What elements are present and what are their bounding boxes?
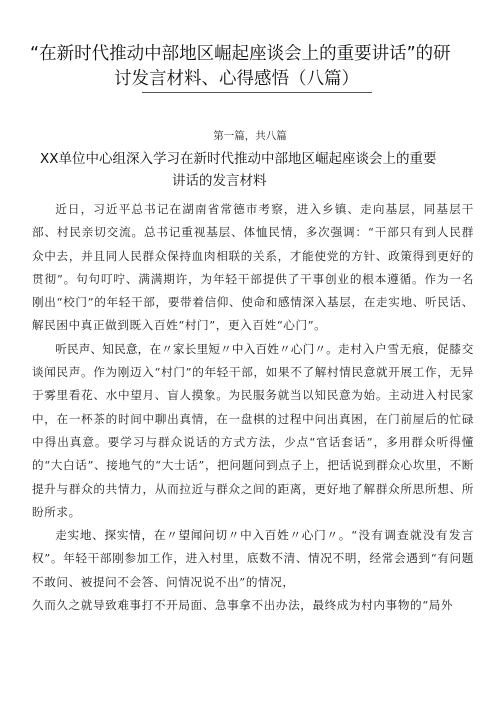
paragraph-2-heading: 听民声、知民意，在〃家长里短〃中入百姓〃心门〃。 bbox=[55, 341, 338, 356]
title-underline bbox=[142, 92, 372, 93]
paragraph-3 bbox=[32, 524, 474, 594]
document-title bbox=[30, 42, 480, 92]
article-subtitle bbox=[40, 148, 480, 192]
title-line-2: 讨发言材料、心得感悟（八篇） bbox=[114, 69, 359, 89]
subtitle-line-2: 讲话的发言材料 bbox=[172, 173, 267, 189]
paragraph-2-text: 走村入户雪无痕，促膝交谈闻民声。作为刚迈入“村门”的年轻干部，如果不了解村情民意就开展工作，无异于雾里看花、水中望月、盲人摸象。为民服务就当以知民意为始。主动进入村民家中，在一杯茶的时间中聊出真情，在一盘棋的过程中问出真困，在门前屋后的忙碌中得出真意。要学习与群众说话的方式方法，少点“官话套话”，多用群众听得懂的“大白话”、接地气的“大士话”，把问题问到点子上，把话说到群众心坎里，不断提升与群众的共情力，从而拉近与群众之间的距离，更好地了解群众所思所想、所盼所求。 bbox=[32, 341, 474, 519]
article-body bbox=[32, 198, 474, 617]
title-line-1: “在新时代推动中部地区崛起座谈会上的重要讲话”的研 bbox=[30, 44, 451, 64]
paragraph-3-heading: 走实地、探实情，在〃望闻问切〃中入百姓〃心门〃。 bbox=[55, 528, 352, 543]
paragraph-3-text: “没有调查就没有发言权”。年轻干部刚参加工作，进入村里，底数不清、情况不明，经常会遇到“有问题不敢问、被提问不会答、问情况说不出”的情况， bbox=[32, 528, 474, 589]
subtitle-line-1: XX单位中心组深入学习在新时代推动中部地区崛起座谈会上的重要 bbox=[40, 151, 437, 167]
paragraph-1: 近日，习近平总书记在湖南省常德市考察，进入乡镇、走向基层，同基层干部、村民亲切交流。总书记重视基层、体恤民情，多次强调：“干部只有到人民群众中去，并且同人民群众保持血肉相联的关系，才能使党的方针、政策得到更好的贯彻”。句句叮咛、满满期许，为年轻干部提供了干事创业的根本遵循。作为一名刚出“校门”的年轻干部，要带着信仰、使命和感情深入基层，在走实地、听民话、解民困中真正做到既入百姓“村门”，更入百姓“心门”。 bbox=[32, 202, 474, 333]
paragraph-4: 久而久之就导致难事打不开局面、急事拿不出办法，最终成为村内事物的“局外 bbox=[32, 598, 454, 613]
paragraph-2 bbox=[32, 338, 474, 524]
section-label: 第一篇，共八篇 bbox=[213, 130, 287, 142]
